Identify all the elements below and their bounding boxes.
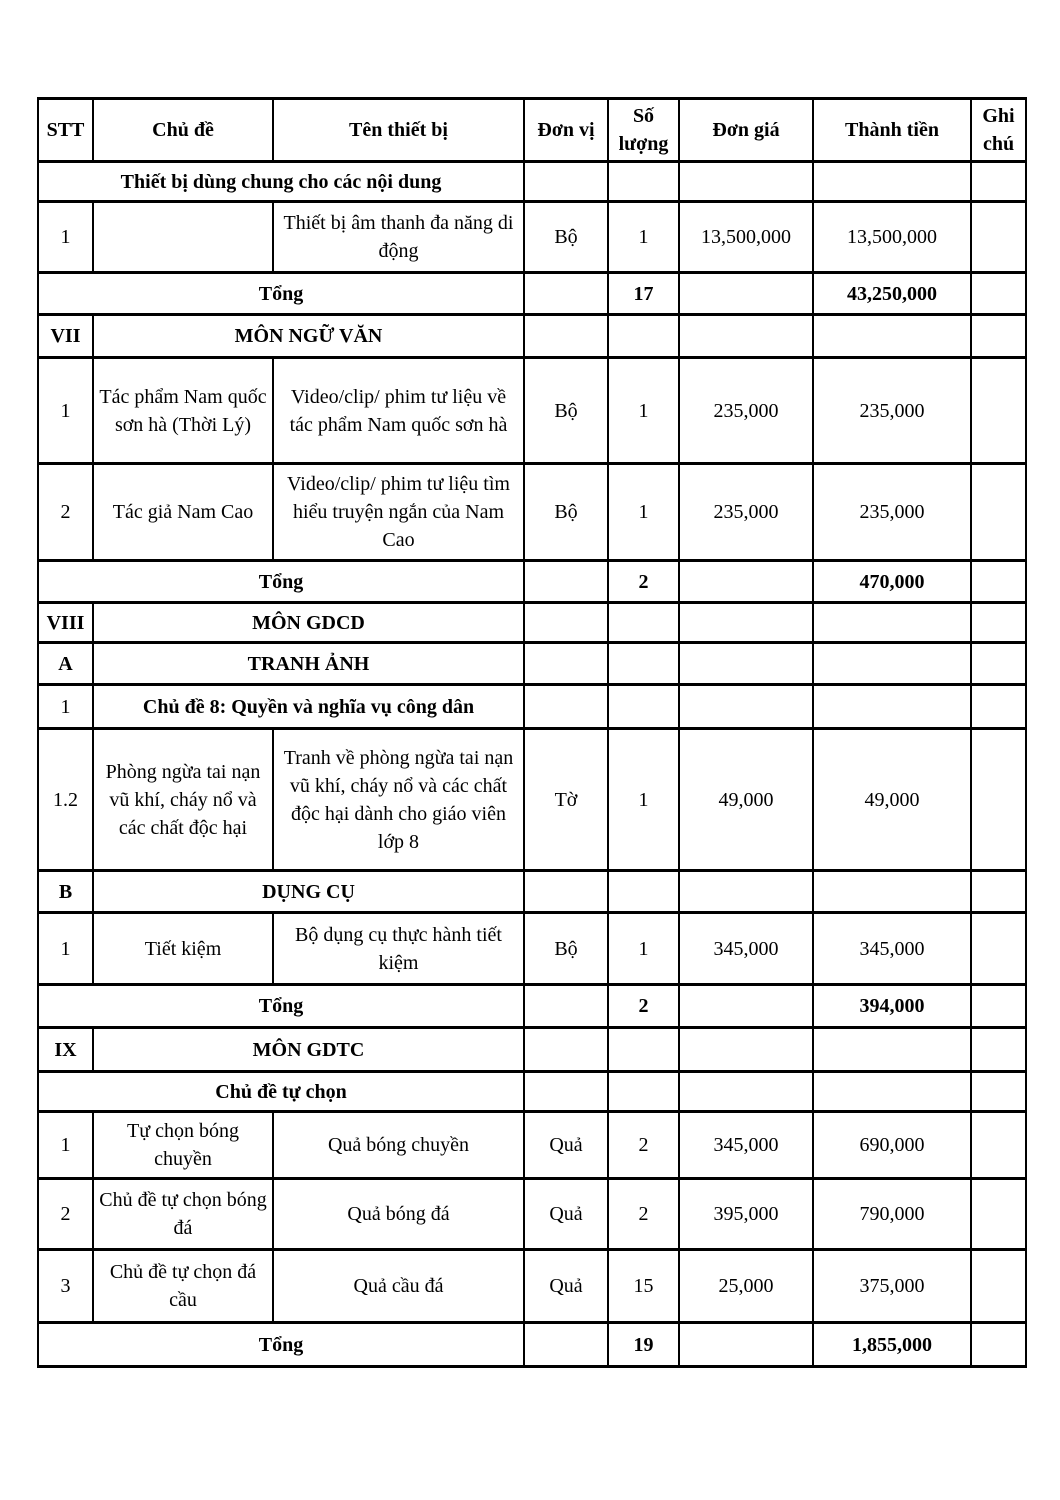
cell-so-luong xyxy=(608,871,679,913)
table-row xyxy=(38,464,1026,561)
cell-chu-de: Tự chọn bóng chuyền xyxy=(93,1112,273,1179)
cell-don-gia xyxy=(679,871,813,913)
cell-don-vi xyxy=(524,1028,608,1072)
cell-so-luong: 1 xyxy=(608,202,679,273)
table-row xyxy=(38,1028,1026,1072)
cell-ghi-chu xyxy=(971,729,1026,871)
cell-don-vi xyxy=(524,1072,608,1112)
table-row xyxy=(38,985,1026,1028)
cell-don-gia: 235,000 xyxy=(679,358,813,464)
cell-so-luong xyxy=(608,603,679,643)
cell-so-luong: 1 xyxy=(608,358,679,464)
cell-so-luong: 1 xyxy=(608,913,679,985)
cell-don-vi xyxy=(524,1323,608,1367)
cell-merged-chu-de: MÔN NGỮ VĂN xyxy=(93,315,524,358)
cell-ghi-chu xyxy=(971,1179,1026,1250)
cell-ghi-chu xyxy=(971,1250,1026,1323)
cell-stt: 2 xyxy=(38,1179,93,1250)
header-row xyxy=(38,99,1026,162)
cell-stt: VIII xyxy=(38,603,93,643)
table-row xyxy=(38,913,1026,985)
cell-stt: IX xyxy=(38,1028,93,1072)
table-row xyxy=(38,685,1026,729)
column-header-ten-thiet-bi: Tên thiết bị xyxy=(273,99,524,162)
cell-don-vi: Tờ xyxy=(524,729,608,871)
cell-don-gia: 235,000 xyxy=(679,464,813,561)
cell-so-luong: 1 xyxy=(608,729,679,871)
cell-ghi-chu xyxy=(971,1028,1026,1072)
cell-don-vi xyxy=(524,871,608,913)
cell-ghi-chu xyxy=(971,202,1026,273)
cell-ghi-chu xyxy=(971,464,1026,561)
cell-thanh-tien: 49,000 xyxy=(813,729,971,871)
equipment-table xyxy=(37,97,1027,1368)
cell-so-luong: 2 xyxy=(608,985,679,1028)
cell-don-vi xyxy=(524,561,608,603)
cell-merged-stt: Tổng xyxy=(38,273,524,315)
cell-ghi-chu xyxy=(971,913,1026,985)
cell-stt: 1 xyxy=(38,202,93,273)
cell-stt: B xyxy=(38,871,93,913)
cell-thanh-tien xyxy=(813,603,971,643)
cell-don-vi: Quả xyxy=(524,1112,608,1179)
cell-ghi-chu xyxy=(971,985,1026,1028)
cell-don-vi: Bộ xyxy=(524,202,608,273)
cell-ghi-chu xyxy=(971,871,1026,913)
cell-chu-de: Chủ đề tự chọn đá cầu xyxy=(93,1250,273,1323)
cell-stt: 1 xyxy=(38,685,93,729)
cell-don-gia: 345,000 xyxy=(679,1112,813,1179)
cell-so-luong xyxy=(608,1028,679,1072)
cell-ghi-chu xyxy=(971,561,1026,603)
cell-so-luong xyxy=(608,643,679,685)
cell-so-luong: 2 xyxy=(608,1179,679,1250)
cell-ghi-chu xyxy=(971,603,1026,643)
cell-don-gia: 395,000 xyxy=(679,1179,813,1250)
cell-so-luong: 1 xyxy=(608,464,679,561)
cell-don-gia xyxy=(679,273,813,315)
cell-ten-thiet-bi: Quả cầu đá xyxy=(273,1250,524,1323)
cell-don-gia xyxy=(679,1323,813,1367)
cell-don-gia xyxy=(679,685,813,729)
cell-don-vi: Quả xyxy=(524,1179,608,1250)
cell-ten-thiet-bi: Quả bóng đá xyxy=(273,1179,524,1250)
cell-thanh-tien xyxy=(813,685,971,729)
table-row xyxy=(38,1072,1026,1112)
cell-thanh-tien: 790,000 xyxy=(813,1179,971,1250)
cell-stt: 1 xyxy=(38,913,93,985)
cell-don-vi: Bộ xyxy=(524,358,608,464)
table-row xyxy=(38,1250,1026,1323)
cell-merged-stt: Tổng xyxy=(38,985,524,1028)
cell-ten-thiet-bi: Quả bóng chuyền xyxy=(273,1112,524,1179)
table-row xyxy=(38,315,1026,358)
cell-chu-de: Chủ đề tự chọn bóng đá xyxy=(93,1179,273,1250)
cell-don-gia xyxy=(679,603,813,643)
cell-ghi-chu xyxy=(971,1323,1026,1367)
table-row xyxy=(38,561,1026,603)
cell-thanh-tien: 345,000 xyxy=(813,913,971,985)
cell-so-luong: 2 xyxy=(608,561,679,603)
cell-chu-de xyxy=(93,202,273,273)
cell-thanh-tien: 690,000 xyxy=(813,1112,971,1179)
cell-ghi-chu xyxy=(971,358,1026,464)
cell-thanh-tien xyxy=(813,1072,971,1112)
cell-don-gia: 13,500,000 xyxy=(679,202,813,273)
cell-thanh-tien xyxy=(813,162,971,202)
cell-don-gia: 345,000 xyxy=(679,913,813,985)
cell-ten-thiet-bi: Video/clip/ phim tư liệu về tác phẩm Nam quốc sơn hà xyxy=(273,358,524,464)
cell-stt: 1 xyxy=(38,1112,93,1179)
cell-don-gia xyxy=(679,561,813,603)
cell-don-vi: Quả xyxy=(524,1250,608,1323)
cell-chu-de: Tiết kiệm xyxy=(93,913,273,985)
cell-stt: A xyxy=(38,643,93,685)
column-header-don-gia: Đơn giá xyxy=(679,99,813,162)
cell-stt: 1 xyxy=(38,358,93,464)
cell-don-gia xyxy=(679,985,813,1028)
cell-thanh-tien: 394,000 xyxy=(813,985,971,1028)
table-row xyxy=(38,1112,1026,1179)
column-header-don-vi: Đơn vị xyxy=(524,99,608,162)
cell-don-gia xyxy=(679,643,813,685)
cell-merged-stt: Tổng xyxy=(38,1323,524,1367)
cell-don-vi xyxy=(524,315,608,358)
cell-so-luong xyxy=(608,685,679,729)
cell-don-vi xyxy=(524,685,608,729)
cell-stt: 1.2 xyxy=(38,729,93,871)
cell-don-vi xyxy=(524,985,608,1028)
table-row xyxy=(38,1179,1026,1250)
cell-thanh-tien xyxy=(813,315,971,358)
column-header-thanh-tien: Thành tiền xyxy=(813,99,971,162)
cell-thanh-tien xyxy=(813,643,971,685)
cell-don-vi: Bộ xyxy=(524,464,608,561)
cell-don-vi: Bộ xyxy=(524,913,608,985)
table-row xyxy=(38,871,1026,913)
cell-thanh-tien: 13,500,000 xyxy=(813,202,971,273)
column-header-stt: STT xyxy=(38,99,93,162)
cell-don-gia xyxy=(679,1028,813,1072)
cell-don-gia: 49,000 xyxy=(679,729,813,871)
table-row xyxy=(38,643,1026,685)
cell-don-gia xyxy=(679,315,813,358)
cell-merged-stt: Tổng xyxy=(38,561,524,603)
cell-merged-chu-de: Chủ đề 8: Quyền và nghĩa vụ công dân xyxy=(93,685,524,729)
cell-ghi-chu xyxy=(971,643,1026,685)
cell-so-luong: 19 xyxy=(608,1323,679,1367)
cell-chu-de: Tác giả Nam Cao xyxy=(93,464,273,561)
cell-don-gia xyxy=(679,162,813,202)
cell-so-luong: 17 xyxy=(608,273,679,315)
cell-thanh-tien: 470,000 xyxy=(813,561,971,603)
cell-merged-stt: Chủ đề tự chọn xyxy=(38,1072,524,1112)
table-row xyxy=(38,729,1026,871)
cell-so-luong: 15 xyxy=(608,1250,679,1323)
table-row xyxy=(38,1323,1026,1367)
cell-ghi-chu xyxy=(971,1072,1026,1112)
table-row xyxy=(38,273,1026,315)
cell-ghi-chu xyxy=(971,1112,1026,1179)
cell-thanh-tien xyxy=(813,871,971,913)
cell-merged-chu-de: TRANH ẢNH xyxy=(93,643,524,685)
cell-thanh-tien: 235,000 xyxy=(813,358,971,464)
cell-thanh-tien: 235,000 xyxy=(813,464,971,561)
cell-don-gia: 25,000 xyxy=(679,1250,813,1323)
cell-don-gia xyxy=(679,1072,813,1112)
cell-merged-chu-de: DỤNG CỤ xyxy=(93,871,524,913)
cell-don-vi xyxy=(524,603,608,643)
cell-don-vi xyxy=(524,273,608,315)
cell-so-luong xyxy=(608,315,679,358)
column-header-ghi-chu: Ghi chú xyxy=(971,99,1026,162)
cell-chu-de: Tác phẩm Nam quốc sơn hà (Thời Lý) xyxy=(93,358,273,464)
table-row xyxy=(38,358,1026,464)
cell-ghi-chu xyxy=(971,273,1026,315)
cell-don-vi xyxy=(524,643,608,685)
cell-so-luong: 2 xyxy=(608,1112,679,1179)
cell-ten-thiet-bi: Bộ dụng cụ thực hành tiết kiệm xyxy=(273,913,524,985)
cell-merged-chu-de: MÔN GDTC xyxy=(93,1028,524,1072)
cell-chu-de: Phòng ngừa tai nạn vũ khí, cháy nổ và các chất độc hại xyxy=(93,729,273,871)
cell-thanh-tien: 375,000 xyxy=(813,1250,971,1323)
cell-ghi-chu xyxy=(971,162,1026,202)
table-row xyxy=(38,202,1026,273)
cell-merged-chu-de: MÔN GDCD xyxy=(93,603,524,643)
cell-so-luong xyxy=(608,162,679,202)
cell-thanh-tien: 43,250,000 xyxy=(813,273,971,315)
cell-don-vi xyxy=(524,162,608,202)
table-row xyxy=(38,603,1026,643)
cell-thanh-tien xyxy=(813,1028,971,1072)
cell-thanh-tien: 1,855,000 xyxy=(813,1323,971,1367)
cell-ghi-chu xyxy=(971,315,1026,358)
cell-stt: 3 xyxy=(38,1250,93,1323)
table-header xyxy=(38,99,1026,162)
cell-stt: VII xyxy=(38,315,93,358)
cell-ten-thiet-bi: Tranh về phòng ngừa tai nạn vũ khí, cháy nổ và các chất độc hại dành cho giáo viên lớp 8 xyxy=(273,729,524,871)
cell-ten-thiet-bi: Video/clip/ phim tư liệu tìm hiểu truyện ngắn của Nam Cao xyxy=(273,464,524,561)
column-header-so-luong: Số lượng xyxy=(608,99,679,162)
cell-merged-stt: Thiết bị dùng chung cho các nội dung xyxy=(38,162,524,202)
cell-ten-thiet-bi: Thiết bị âm thanh đa năng di động xyxy=(273,202,524,273)
column-header-chu-de: Chủ đề xyxy=(93,99,273,162)
table-row xyxy=(38,162,1026,202)
table-body xyxy=(38,162,1026,1367)
cell-ghi-chu xyxy=(971,685,1026,729)
cell-stt: 2 xyxy=(38,464,93,561)
cell-so-luong xyxy=(608,1072,679,1112)
